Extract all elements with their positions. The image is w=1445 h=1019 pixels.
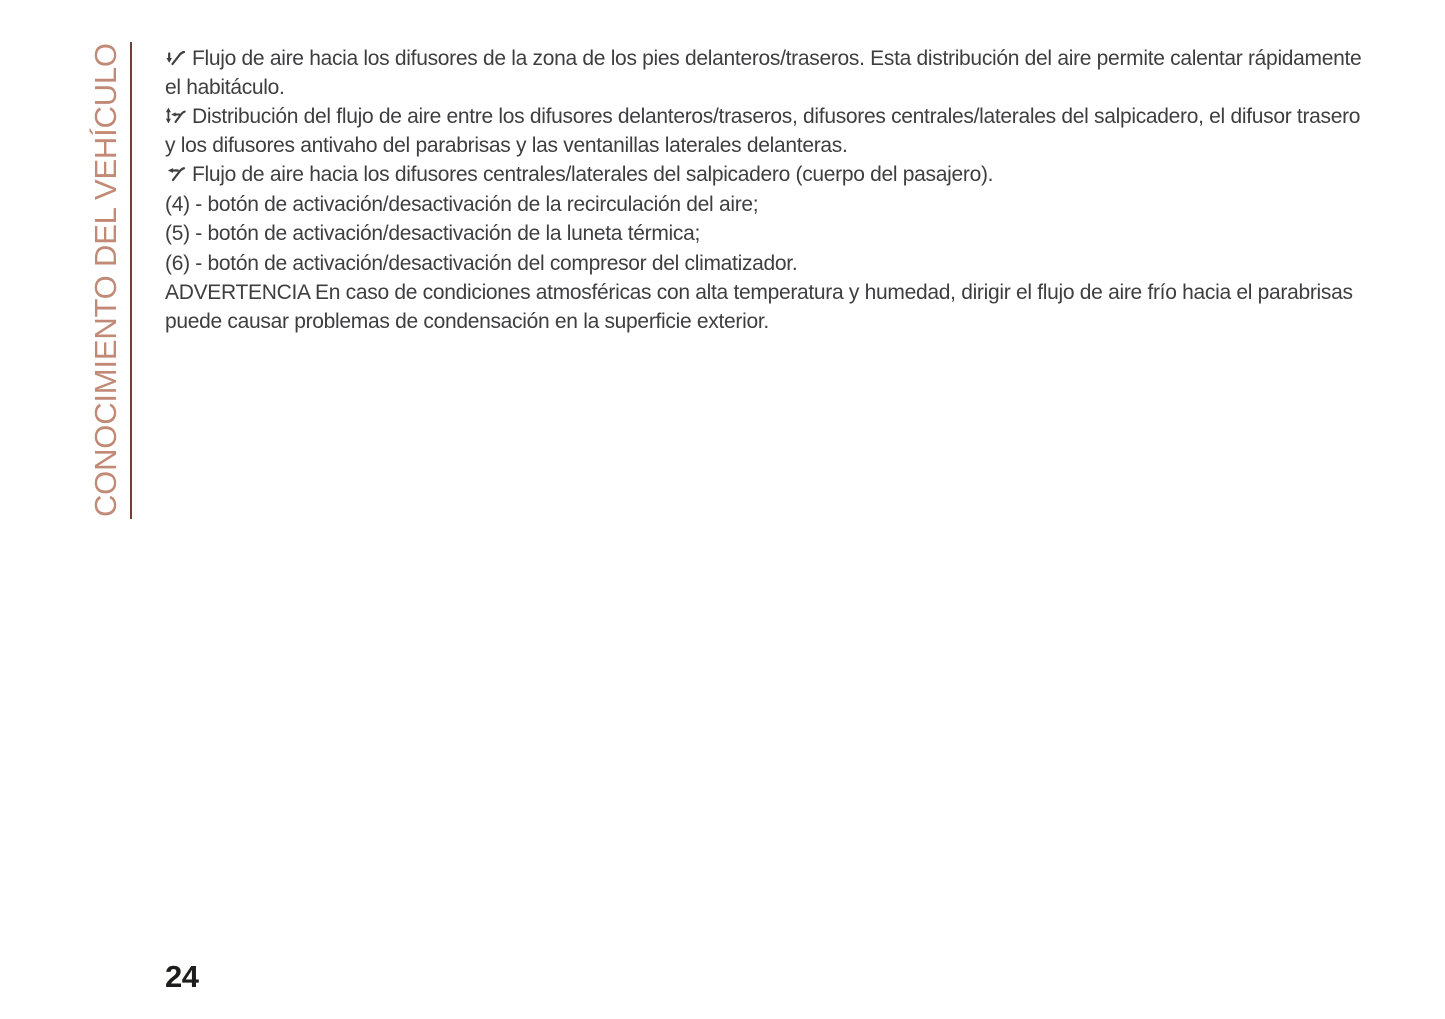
page-number: 24 xyxy=(165,959,199,994)
paragraph-button-6 xyxy=(165,250,1365,279)
paragraph-text: (6) - botón de activación/desactivación del compresor del climatizador. xyxy=(165,251,798,275)
airflow-bilevel-icon xyxy=(165,105,187,126)
sidebar-divider-rule xyxy=(130,42,132,519)
paragraph-text: ADVERTENCIA En caso de condiciones atmosféricas con alta temperatura y humedad, dirigir el flujo de aire frío hacia el parabrisas puede causar problemas de condensación en la superficie exterior. xyxy=(165,281,1353,333)
paragraph-text: (5) - botón de activación/desactivación de la luneta térmica; xyxy=(165,222,701,245)
airflow-feet-icon xyxy=(165,47,187,68)
chapter-title-vertical: CONOCIMIENTO DEL VEHÍCULO xyxy=(88,43,123,517)
paragraph-button-5 xyxy=(165,220,1365,249)
paragraph-airflow-face xyxy=(165,161,1365,190)
paragraph-text: (4) - botón de activación/desactivación de la recirculación del aire; xyxy=(165,192,759,216)
paragraph-warning xyxy=(165,279,1365,336)
airflow-face-icon xyxy=(165,163,187,184)
page-content xyxy=(165,45,1365,337)
paragraph-text: Distribución del flujo de aire entre los difusores delanteros/traseros, difusores centrales/laterales del salpicadero, el difusor trasero y los difusores antivaho del parabrisas y las ventanillas laterales delanteras. xyxy=(165,105,1361,157)
paragraph-button-4 xyxy=(165,191,1365,220)
paragraph-text: Flujo de aire hacia los difusores centrales/laterales del salpicadero (cuerpo del pasajero). xyxy=(192,163,994,186)
paragraph-airflow-bilevel xyxy=(165,103,1365,160)
paragraph-airflow-feet xyxy=(165,45,1365,102)
paragraph-text: Flujo de aire hacia los difusores de la zona de los pies delanteros/traseros. Esta distribución del aire permite calentar rápidamente el habitáculo. xyxy=(165,47,1362,99)
